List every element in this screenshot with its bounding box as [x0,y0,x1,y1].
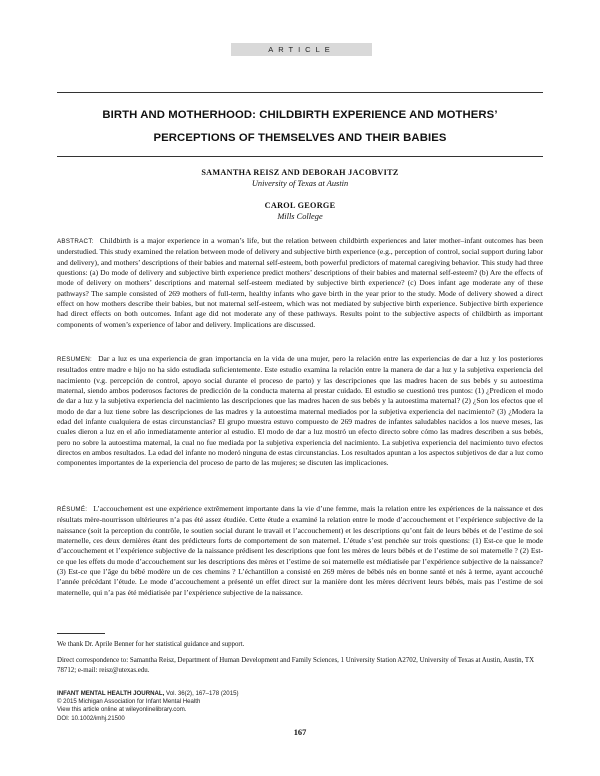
footnote-thanks: We thank Dr. Aprile Benner for her statistical guidance and support. [57,641,245,648]
resumen-label: RESUMEN: [57,356,93,363]
footnote-correspondence: Direct correspondence to: Samantha Reisz, Department of Human Development and Family Sciences, 1 University Station A2702, University of Texas at Austin, Austin, TX 78712; e-mail: reisz@utexas.edu. [57,657,535,674]
footnote-rule [57,633,105,634]
abstract-text: Childbirth is a major experience in a woman’s life, but the relation between childbirth experiences and later mother–infant outcomes has been understudied. This study examined the relation between mode of delivery and subjective birth experience (e.g., perception of control, social support during labor and delivery), and mothers’ descriptions of their babies and maternal self-esteem, both powerful predictors of maternal caregiving behavior. This study had three questions: (a) Do mode of delivery and subjective birth experience predict mothers’ descriptions of their babies and maternal self-esteem? (b) Are the effects of mode of delivery on mothers’ descriptions and maternal self-esteem mediated by subjective birth experience? (c) Does infant age moderate any of these pathways? The sample consisted of 269 mothers of full-term, healthy infants who gave birth in the year prior to the study. Mode of delivery showed a direct effect on how mothers describe their babies, but not maternal self-esteem, which was not mediated by subjective birth experience. Subjective birth experience had direct effects on both outcomes. Infant age did not moderate any of these pathways. Results point to the subjective aspects of childbirth as important components of women’s experience of labor and delivery. Implications are discussed. [57,236,543,329]
resume-label: RÉSUMÉ: [57,506,88,513]
title-line-1: BIRTH AND MOTHERHOOD: CHILDBIRTH EXPERIENCE AND MOTHERS’ [102,109,498,121]
resumen-text: Dar a luz es una experiencia de gran importancia en la vida de una mujer, pero la relación entre las experiencias de dar a luz y los posteriores resultados entre madre e hijo no ha sido estudiada suficientemente. Este estudio examina la relación entre la manera de dar a luz y la subjetiva experiencia del nacimiento (v.g. percepción de control, apoyo social durante el proceso de parto) y las descripciones que las madres hacen de sus bebés y su autoestima maternal, siendo ambos poderosos factores de predicción de la conducta materna al prestar cuidado. El estudio se cuestionó tres puntos: (1) ¿Predicen el modo de dar a luz y la subjetiva experiencia del nacimiento las descripciones que las madres hacen de sus bebés y la autoestima maternal? (2) ¿Son los efectos que el modo de dar a luz tiene sobre las descripciones de las madres y la autoestima maternal mediados por la subjetiva experiencia del nacimiento? (3) ¿Modera la edad del infante cualquiera de estas circunstancias? El grupo muestra estuvo compuesto de 269 madres de infantes saludables nacidos a los nueve meses, las cuales dieron a luz en el año inmediatamente anterior al estudio. El modo de dar a luz mostró un efecto directo sobre cómo las madres describen a sus bebés, pero no sobre la autoestima maternal, la cual no fue mediada por la subjetiva experiencia del nacimiento. La subjetiva experiencia del nacimiento tuvo efectos directos en ambos resultados. La edad del infante no moderó ninguna de estas circunstancias. Los resultados apuntan a los aspectos subjetivos de dar a luz como componentes importantes de la experiencia del proceso de parto de las mujeres; se discuten las implicaciones. [57,354,543,468]
journal-doi: DOI: 10.1002/imhj.21500 [57,714,125,722]
page-number: 167 [293,728,307,737]
author-affiliation-2: Mills College [277,212,323,221]
journal-online: View this article online at wileyonlinelibrary.com. [57,706,187,714]
journal-name: INFANT MENTAL HEALTH JOURNAL, [57,690,165,697]
title-top-rule [57,92,543,93]
journal-copyright: © 2015 Michigan Association for Infant Mental Health [57,698,201,706]
author-names-2: CAROL GEORGE [264,201,336,210]
title-bottom-rule [57,156,543,157]
article-title [57,104,543,150]
abstract-spanish [57,354,543,469]
author-affiliation-1: University of Texas at Austin [251,179,349,188]
author-names-1: SAMANTHA REISZ AND DEBORAH JACOBVITZ [201,168,399,177]
abstract-french [57,504,543,598]
journal-citation: Vol. 36(2), 167–178 (2015) [164,690,239,697]
resume-text: L’accouchement est une expérience extrêmement importante dans la vie d’une femme, mais la relation entre les expériences de la naissance et des résultats mère-nourrisson ultérieures n’a pas été assez étudiée. Cette étude a examiné la relation entre le mode d’accouchement et l’expérience subjective de la naissance (soit la perception du contrôle, le soutien social durant le travail et l’accouchement) et les descriptions qu’ont fait de leurs bébés et de l’estime de soi maternelle, ces deux dernières étant des prédicteurs forts de comportement de son maternel. L’étude s’est penchée sur trois questions: (1) Est-ce que le mode d’accouchement et l’expérience subjective de la naissance prédisent les descriptions que font les mères de leurs bébés et de l’estime de soi maternelle ? (2) Est-ce que les effets du mode d’accouchement sur les descriptions des mères et l’estime de soi maternelle est médiatisée par l’expérience subjective de la naissance? (3) Est-ce que l’âge du bébé modère un de ces chemins ? L’échantillon a consisté en 269 mères de bébés nés en bonne santé et nés à terme, ayant accouché l’année précédant l’étude. Le mode d’accouchement a présenté un effet direct sur la manière dont les mères décrivent leurs bébés, mais pas l’estime de soi maternelle, qui n’a pas été médiatisée par l’expérience subjective de la naissance. [57,504,543,597]
abstract-english [57,236,543,330]
abstract-label: ABSTRACT: [57,238,94,245]
article-type-label: ARTICLE [231,43,372,56]
journal-citation-line [57,690,477,698]
journal-info [57,690,477,723]
title-line-2: PERCEPTIONS OF THEMSELVES AND THEIR BABIES [153,132,447,144]
